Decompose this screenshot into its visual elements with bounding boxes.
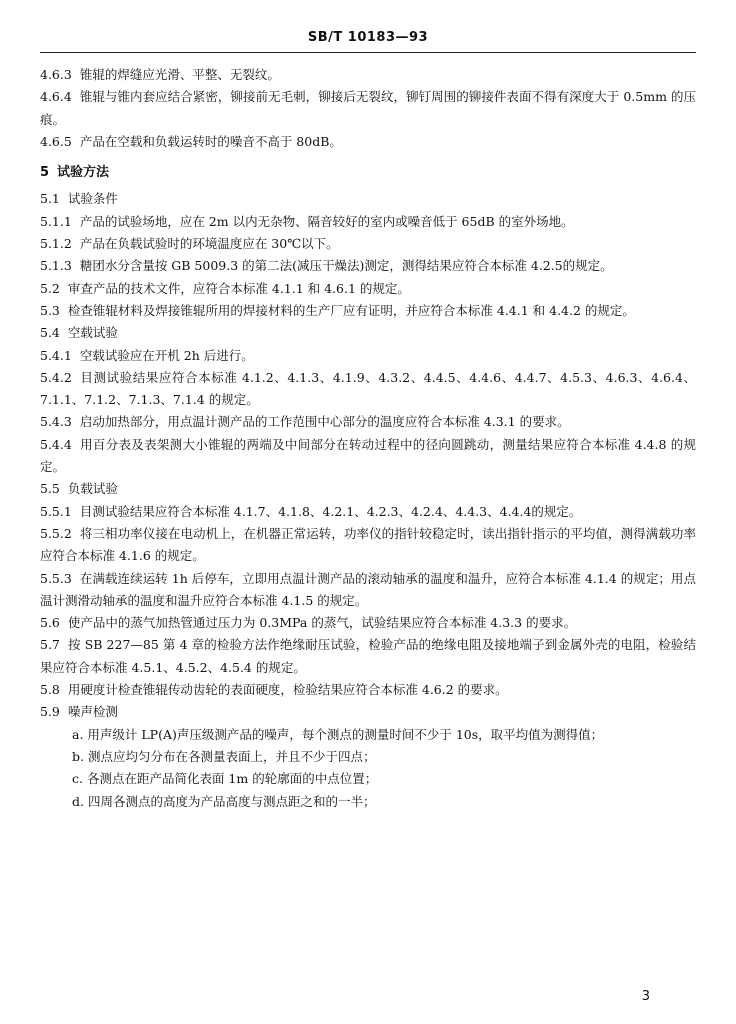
clause-number: 5.2 (40, 280, 60, 296)
clause-text: 审查产品的技术文件，应符合本标准 4.1.1 和 4.6.1 的规定。 (67, 280, 410, 296)
clause-number: 5.1.1 (40, 213, 72, 229)
clause-text: 锥辊与锥内套应结合紧密，铆接前无毛刺，铆接后无裂纹，铆钉周围的铆接件表面不得有深度大于 0.5mm 的压痕。 (40, 89, 696, 127)
clause-number: 4.6.4 (40, 89, 72, 105)
clause-number: 5.6 (40, 615, 60, 631)
clause-text: 试验条件 (67, 191, 118, 207)
clause-number: 5 (40, 165, 50, 181)
clause-number: 5.5 (40, 481, 60, 497)
clause-4-6-3 (40, 64, 696, 86)
clause-text: 用百分表及表架测大小锥辊的两端及中间部分在转动过程中的径向圆跳动，测量结果应符合本标准 4.4.8 的规定。 (40, 436, 696, 475)
clause-5-4 (40, 322, 696, 344)
clause-number: 5.8 (40, 682, 60, 698)
clause-number: 5.7 (40, 637, 60, 653)
clause-text: 负载试验 (67, 481, 118, 497)
noise-test-item: a. 用声级计 LP(A)声压级测产品的噪声，每个测点的测量时间不少于 10s，取平均值为测得值； (72, 726, 604, 742)
clause-5-1-1 (40, 211, 696, 233)
clause-5-7 (40, 634, 696, 679)
header-rule (40, 52, 696, 53)
clause-5 (40, 162, 696, 184)
clause-5-1 (40, 188, 696, 210)
clause-text: 产品的试验场地，应在 2m 以内无杂物、隔音较好的室内或噪音低于 65dB 的室外场地。 (79, 213, 574, 229)
clause-5-4-3 (40, 411, 696, 433)
clause-text: 检查锥辊材料及焊接锥辊所用的焊接材料的生产厂应有证明，并应符合本标准 4.4.1 和 4.4.2 的规定。 (67, 302, 635, 318)
clause-number: 5.4 (40, 325, 60, 341)
clause-5-5-2 (40, 523, 696, 568)
clause-number: 5.1 (40, 191, 60, 207)
clause-number: 4.6.3 (40, 67, 72, 82)
clause-number: 5.1.2 (40, 236, 72, 252)
clause-number: 5.5.1 (40, 503, 72, 519)
clause-text: 产品在负载试验时的环境温度应在 30℃以下。 (79, 236, 339, 252)
clause-text: 试验方法 (57, 165, 110, 181)
clause-5-5 (40, 478, 696, 500)
clause-number: 5.5.3 (40, 570, 72, 586)
clause-5-1-2 (40, 233, 696, 255)
clause-number: 5.1.3 (40, 258, 72, 274)
clause-5-4-1 (40, 345, 696, 367)
noise-test-item: b. 测点应均匀分布在各测量表面上，并且不少于四点； (72, 748, 376, 764)
clause-text: 目测试验结果应符合本标准 4.1.7、4.1.8、4.2.1、4.2.3、4.2.4、4.4.3、4.4.4的规定。 (79, 503, 582, 519)
standard-code-header: SB/T 10183—93 (307, 30, 429, 45)
clause-number: 5.4.2 (40, 369, 72, 385)
clause-number: 5.4.1 (40, 347, 72, 363)
document-body (40, 64, 696, 813)
clause-text: 产品在空载和负载运转时的噪音不高于 80dB。 (79, 133, 342, 149)
clause-number: 5.4.4 (40, 436, 72, 452)
clause-text: 空载试验 (67, 325, 118, 341)
clause-5-5-1 (40, 501, 696, 523)
clause-text: 噪声检测 (67, 704, 118, 720)
clause-text: 使产品中的蒸气加热管通过压力为 0.3MPa 的蒸气，试验结果应符合本标准 4.3.3 的要求。 (67, 615, 577, 631)
clause-5-9 (40, 701, 696, 723)
clause-5-1-3 (40, 255, 696, 277)
clause-text: 在满载连续运转 1h 后停车，立即用点温计测产品的滚动轴承的温度和温升，应符合本标准 4.1.4 的规定；用点温计测滑动轴承的温度和温升应符合本标准 4.1.5 的规定。 (40, 570, 696, 608)
clause-number: 5.3 (40, 302, 60, 318)
clause-5-5-3 (40, 568, 696, 613)
noise-test-item: c. 各测点在距产品简化表面 1m 的轮廓面的中点位置； (72, 771, 378, 787)
clause-5-3 (40, 300, 696, 322)
clause-5-6 (40, 612, 696, 634)
clause-number: 4.6.5 (40, 133, 72, 149)
clause-number: 5.5.2 (40, 525, 72, 541)
clause-5-8 (40, 679, 696, 701)
clause-5-4-2 (40, 367, 696, 412)
clause-text: 启动加热部分，用点温计测产品的工作范围中心部分的温度应符合本标准 4.3.1 的要求。 (79, 414, 570, 430)
clause-text: 锥辊的焊缝应光滑、平整、无裂纹。 (79, 67, 280, 82)
clause-text: 将三相功率仪接在电动机上，在机器正常运转，功率仪的指针较稳定时，读出指针指示的平均值，测得满载功率应符合本标准 4.1.6 的规定。 (40, 525, 696, 564)
page-number: 3 (641, 989, 650, 1004)
clause-text: 按 SB 227—85 第 4 章的检验方法作绝缘耐压试验，检验产品的绝缘电阻及接地端子到金属外壳的电阻，检验结果应符合本标准 4.5.1、4.5.2、4.5.4 的规定。 (40, 637, 696, 675)
clause-text: 用硬度计检查锥辊传动齿轮的表面硬度，检验结果应符合本标准 4.6.2 的要求。 (67, 682, 508, 698)
clause-4-6-5 (40, 131, 696, 153)
clause-text: 目测试验结果应符合本标准 4.1.2、4.1.3、4.1.9、4.3.2、4.4.5、4.4.6、4.4.7、4.5.3、4.6.3、4.6.4、7.1.1、7.1.2、7.1.3、7.1.4 的规定。 (40, 369, 696, 408)
clause-4-6-4 (40, 86, 696, 131)
clause-text: 空载试验应在开机 2h 后进行。 (79, 347, 254, 363)
clause-number: 5.9 (40, 704, 60, 720)
clause-text: 糖团水分含量按 GB 5009.3 的第二法(减压干燥法)测定，测得结果应符合本标准 4.2.5的规定。 (79, 258, 613, 274)
clause-5-2 (40, 278, 696, 300)
clause-number: 5.4.3 (40, 414, 72, 430)
clause-5-4-4 (40, 434, 696, 479)
noise-test-item: d. 四周各测点的高度为产品高度与测点距之和的一半； (72, 793, 376, 809)
